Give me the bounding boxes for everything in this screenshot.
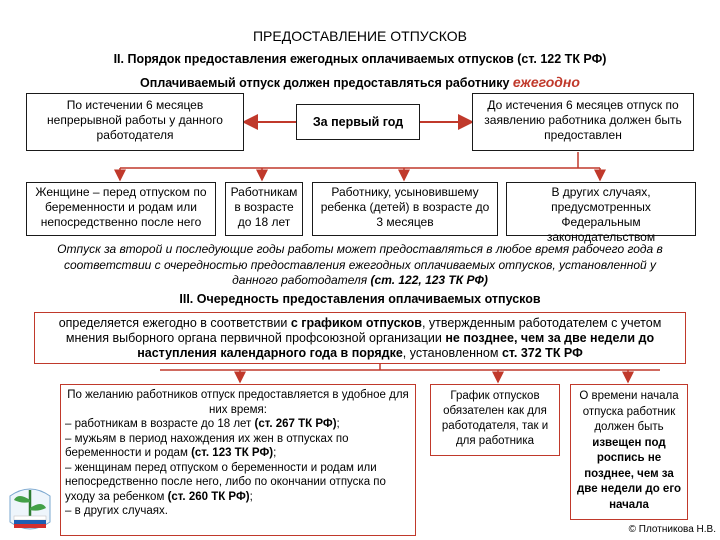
second-year-note bbox=[42, 242, 678, 289]
page-title: ПРЕДОСТАВЛЕНИЕ ОТПУСКОВ bbox=[252, 28, 468, 44]
logo-icon bbox=[6, 478, 54, 534]
wishes-item bbox=[65, 417, 411, 432]
schedule-text-6: ст. 372 ТК РФ bbox=[501, 346, 583, 360]
schedule-text-1: определяется ежегодно в соответствии bbox=[58, 316, 288, 330]
wishes-item-text: – женщинам перед отпуском о беременности и родам или непосредственно после него, либо по окончании отпуска по уходу за ребенком bbox=[65, 461, 386, 503]
annual-rule-emphasis: ежегодно bbox=[512, 74, 580, 90]
wishes-item-tail: ; bbox=[249, 490, 253, 503]
case-minors-box: Работникам в возрасте до 18 лет bbox=[225, 182, 303, 236]
case-adoption-box: Работнику, усыновившему ребенка (детей) в возрасте до 3 месяцев bbox=[312, 182, 498, 236]
wishes-intro: По желанию работников отпуск предоставляется в удобное для них время: bbox=[67, 389, 409, 416]
second-year-note-ref: (ст. 122, 123 ТК РФ) bbox=[370, 273, 488, 287]
schedule-box bbox=[34, 312, 686, 364]
schedule-text-2: с графиком отпусков bbox=[290, 316, 422, 330]
after-six-months-box: По истечении 6 месяцев непрерывной работы у данного работодателя bbox=[26, 93, 244, 151]
copyright: © Плотникова Н.В. bbox=[628, 524, 716, 535]
schedule-mandatory-box: График отпусков обязателен как для работодателя, так и для работника bbox=[430, 384, 560, 456]
first-year-box: За первый год bbox=[296, 104, 420, 140]
notice-box bbox=[570, 384, 688, 520]
section-2-heading: II. Порядок предоставления ежегодных оплачиваемых отпусков (ст. 122 ТК РФ) bbox=[113, 52, 607, 66]
wishes-item-tail: ; bbox=[336, 418, 340, 430]
wishes-item-text: – работникам в возрасте до 18 лет bbox=[65, 418, 252, 430]
notice-emphasis: извещен под роспись не позднее, чем за две недели до его начала bbox=[577, 436, 681, 511]
wishes-item-text: – в других случаях. bbox=[65, 505, 168, 517]
wishes-item bbox=[65, 461, 411, 505]
before-six-months-box: До истечения 6 месяцев отпуск по заявлению работника должен быть предоставлен bbox=[472, 93, 694, 151]
case-other-box: В других случаях, предусмотренных Федеральным законодательством bbox=[506, 182, 696, 236]
second-year-note-text: Отпуск за второй и последующие годы работы может предоставляться в любое время рабочего года в соответствии с очередностью предоставления ежегодных оплачиваемых отпусков, установленной у данного работодателя bbox=[57, 242, 663, 287]
wishes-item-ref: (ст. 123 ТК РФ) bbox=[191, 447, 274, 459]
annual-rule bbox=[0, 74, 720, 90]
schedule-text-4: не позднее, чем за две недели до наступления календарного года в порядке bbox=[137, 331, 655, 360]
wishes-box bbox=[60, 384, 416, 536]
annual-rule-text: Оплачиваемый отпуск должен предоставляться работнику bbox=[140, 76, 510, 90]
schedule-text-3: , утвержденным работодателем с учетом мнения выборного органа первичной профсоюзной организации bbox=[65, 316, 662, 345]
wishes-item-tail: ; bbox=[273, 447, 277, 459]
wishes-item bbox=[65, 504, 411, 519]
case-pregnancy-box: Женщине – перед отпуском по беременности и родам или непосредственно после него bbox=[26, 182, 216, 236]
wishes-item-text: – мужьям в период нахождения их жен в отпусках по беременности и родам bbox=[65, 432, 349, 459]
notice-text: О времени начала отпуска работник должен быть bbox=[579, 390, 679, 433]
wishes-item-ref: (ст. 267 ТК РФ) bbox=[254, 418, 337, 430]
wishes-item bbox=[65, 432, 411, 461]
wishes-item-ref: (ст. 260 ТК РФ) bbox=[167, 490, 250, 503]
schedule-text-5: , установленном bbox=[402, 346, 499, 360]
section-3-heading: III. Очередность предоставления оплачиваемых отпусков bbox=[179, 292, 541, 306]
